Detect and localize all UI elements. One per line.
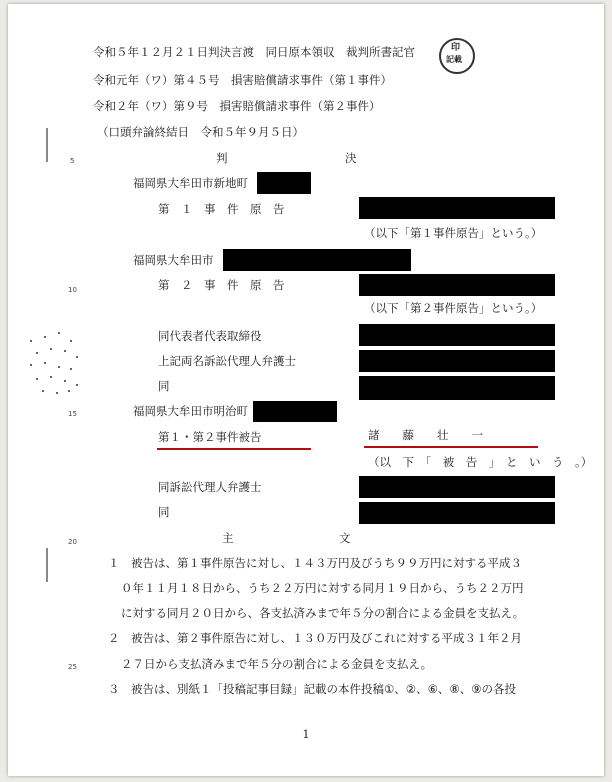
line-number: 10: [68, 286, 77, 294]
defendant-counsel-label: 同訴訟代理人弁護士: [158, 480, 262, 494]
defendant-name-underline: [364, 446, 538, 448]
header-line-4: （口頭弁論終結日 令和５年９月５日）: [97, 125, 304, 139]
clerk-seal: [439, 38, 475, 74]
line-number: 20: [68, 538, 77, 546]
line-number: 15: [68, 410, 77, 418]
representative-label: 同代表者代表取締役: [158, 329, 262, 343]
page-number: 1: [302, 728, 310, 741]
redaction-box: [253, 401, 337, 422]
redaction-box: [359, 274, 555, 296]
defendant-note: （以 下 「 被 告 」 と い う 。）: [368, 455, 593, 469]
redaction-box: [257, 172, 311, 194]
line-number: 25: [68, 663, 77, 671]
plaintiff1-note: （以下「第１事件原告」という。）: [364, 226, 543, 240]
body-line: ２７日から支払済みまで年５分の割合による金員を支払え。: [121, 657, 433, 671]
body-line: ２ 被告は、第２事件原告に対し、１３０万円及びこれに対する平成３１年２月: [108, 631, 522, 645]
title-char-left: 判: [216, 151, 228, 165]
defendant-label: 第１・第２事件被告: [158, 430, 262, 444]
redaction-box: [359, 376, 555, 400]
plaintiff2-note: （以下「第２事件原告」という。）: [364, 301, 543, 315]
seal-text-bottom: 記載: [446, 55, 462, 64]
body-line: ０年１１月１８日から、うち２２万円に対する同月１９日から、うち２２万円: [121, 581, 524, 595]
header-line-1: 令和５年１２月２１日判決言渡 同日原本領収 裁判所書記官: [93, 45, 415, 59]
defendant-name: 諸 藤 壮 一: [368, 428, 483, 442]
header-line-2: 令和元年（ワ）第４５号 損害賠償請求事件（第１事件）: [93, 73, 392, 87]
plaintiff-counsel-label: 上記両名訴訟代理人弁護士: [158, 354, 296, 368]
body-line: １ 被告は、第１事件原告に対し、１４３万円及びうち９９万円に対する平成３: [108, 556, 522, 570]
plaintiff1-label: 第 １ 事 件 原 告: [158, 202, 285, 216]
section-char-left: 主: [222, 531, 234, 545]
section-char-right: 文: [339, 531, 351, 545]
redaction-box: [359, 197, 555, 219]
plaintiff2-label: 第 ２ 事 件 原 告: [158, 278, 285, 292]
header-line-3: 令和２年（ワ）第９号 損害賠償請求事件（第２事件）: [93, 99, 381, 113]
redaction-box: [359, 476, 555, 498]
redaction-box: [223, 249, 411, 271]
body-line: に対する同月２０日から、各支払済みまで年５分の割合による金員を支払え。: [121, 606, 525, 620]
redaction-box: [359, 350, 555, 372]
plaintiff-counsel-same: 同: [158, 379, 170, 393]
redaction-box: [359, 502, 555, 524]
plaintiff2-address: 福岡県大牟田市: [133, 253, 214, 267]
redaction-box: [359, 324, 555, 346]
line-number: 5: [70, 157, 75, 165]
seal-text-top: 印: [451, 43, 461, 53]
plaintiff1-address: 福岡県大牟田市新地町: [133, 176, 248, 190]
defendant-counsel-same: 同: [158, 505, 170, 519]
margin-mark: [46, 128, 48, 162]
body-line: ３ 被告は、別紙１「投稿記事目録」記載の本件投稿①、②、⑥、⑧、⑨の各投: [108, 682, 517, 696]
defendant-label-underline: [157, 448, 311, 450]
defendant-address: 福岡県大牟田市明治町: [133, 404, 248, 418]
title-char-right: 決: [345, 151, 357, 165]
margin-mark: [46, 548, 48, 582]
